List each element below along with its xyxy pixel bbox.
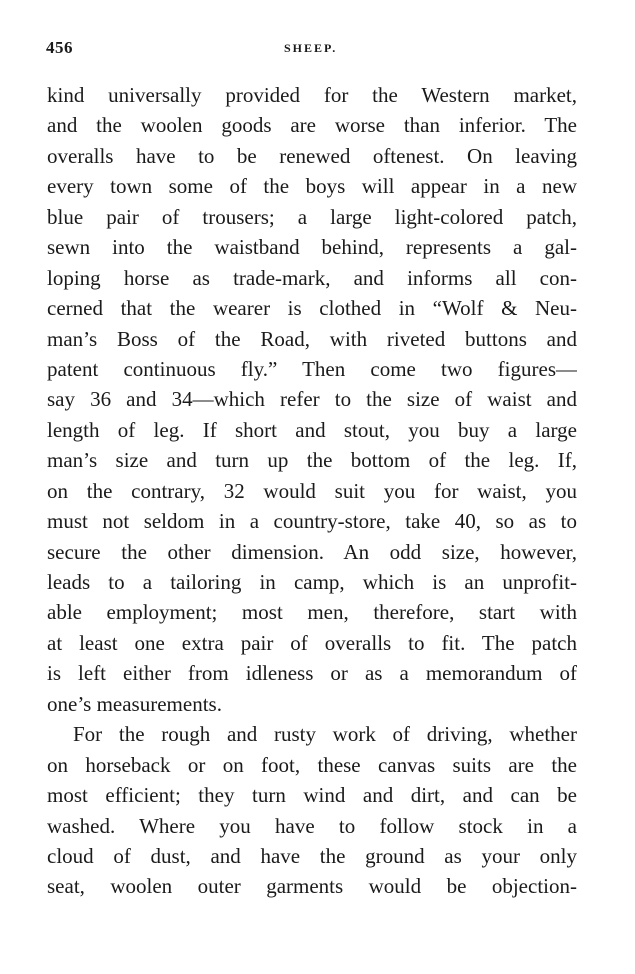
text-line: one’s measurements.: [47, 691, 222, 716]
text-line: length of leg. If short and stout, you buy a large: [47, 417, 577, 442]
page-number: 456: [46, 38, 73, 57]
text-line: on horseback or on foot, these canvas suits are the: [47, 752, 577, 777]
text-line: every town some of the boys will appear in a new: [47, 174, 577, 199]
text-line: loping horse as trade-mark, and informs all con-: [47, 265, 577, 290]
text-line: is left either from idleness or as a memorandum of: [47, 661, 577, 686]
paragraph: [47, 719, 577, 902]
text-line: overalls have to be renewed oftenest. On leaving: [47, 143, 577, 168]
text-line: man’s Boss of the Road, with riveted buttons and: [47, 326, 577, 351]
text-line: sewn into the waistband behind, represents a gal-: [47, 235, 577, 260]
text-line: secure the other dimension. An odd size, however,: [47, 539, 577, 564]
text-line: man’s size and turn up the bottom of the leg. If,: [47, 448, 577, 473]
text-line: blue pair of trousers; a large light-colored patch,: [47, 204, 577, 229]
text-line: must not seldom in a country-store, take 40, so as to: [47, 509, 577, 534]
body-text: [47, 80, 577, 902]
text-line: say 36 and 34—which refer to the size of waist and: [47, 387, 577, 412]
text-line: and the woolen goods are worse than inferior. The: [47, 113, 577, 138]
text-line: For the rough and rusty work of driving, whether: [73, 722, 577, 747]
text-line: able employment; most men, therefore, start with: [47, 600, 577, 625]
text-line: kind universally provided for the Western market,: [47, 83, 577, 107]
text-line: patent continuous fly.” Then come two figures—: [47, 356, 577, 381]
text-line: at least one extra pair of overalls to fit. The patch: [47, 630, 577, 655]
text-line: most efficient; they turn wind and dirt, and can be: [47, 783, 577, 808]
running-head: SHEEP.: [284, 41, 338, 55]
text-line: washed. Where you have to follow stock in a: [47, 813, 577, 838]
text-line: seat, woolen outer garments would be objection-: [47, 874, 577, 899]
text-line: on the contrary, 32 would suit you for waist, you: [47, 478, 577, 503]
text-line: cerned that the wearer is clothed in “Wolf & Neu-: [47, 296, 577, 321]
text-line: cloud of dust, and have the ground as your only: [47, 843, 577, 868]
paragraph: [47, 80, 577, 719]
text-line: leads to a tailoring in camp, which is an unprofit-: [47, 570, 577, 594]
page-header: [0, 38, 635, 62]
